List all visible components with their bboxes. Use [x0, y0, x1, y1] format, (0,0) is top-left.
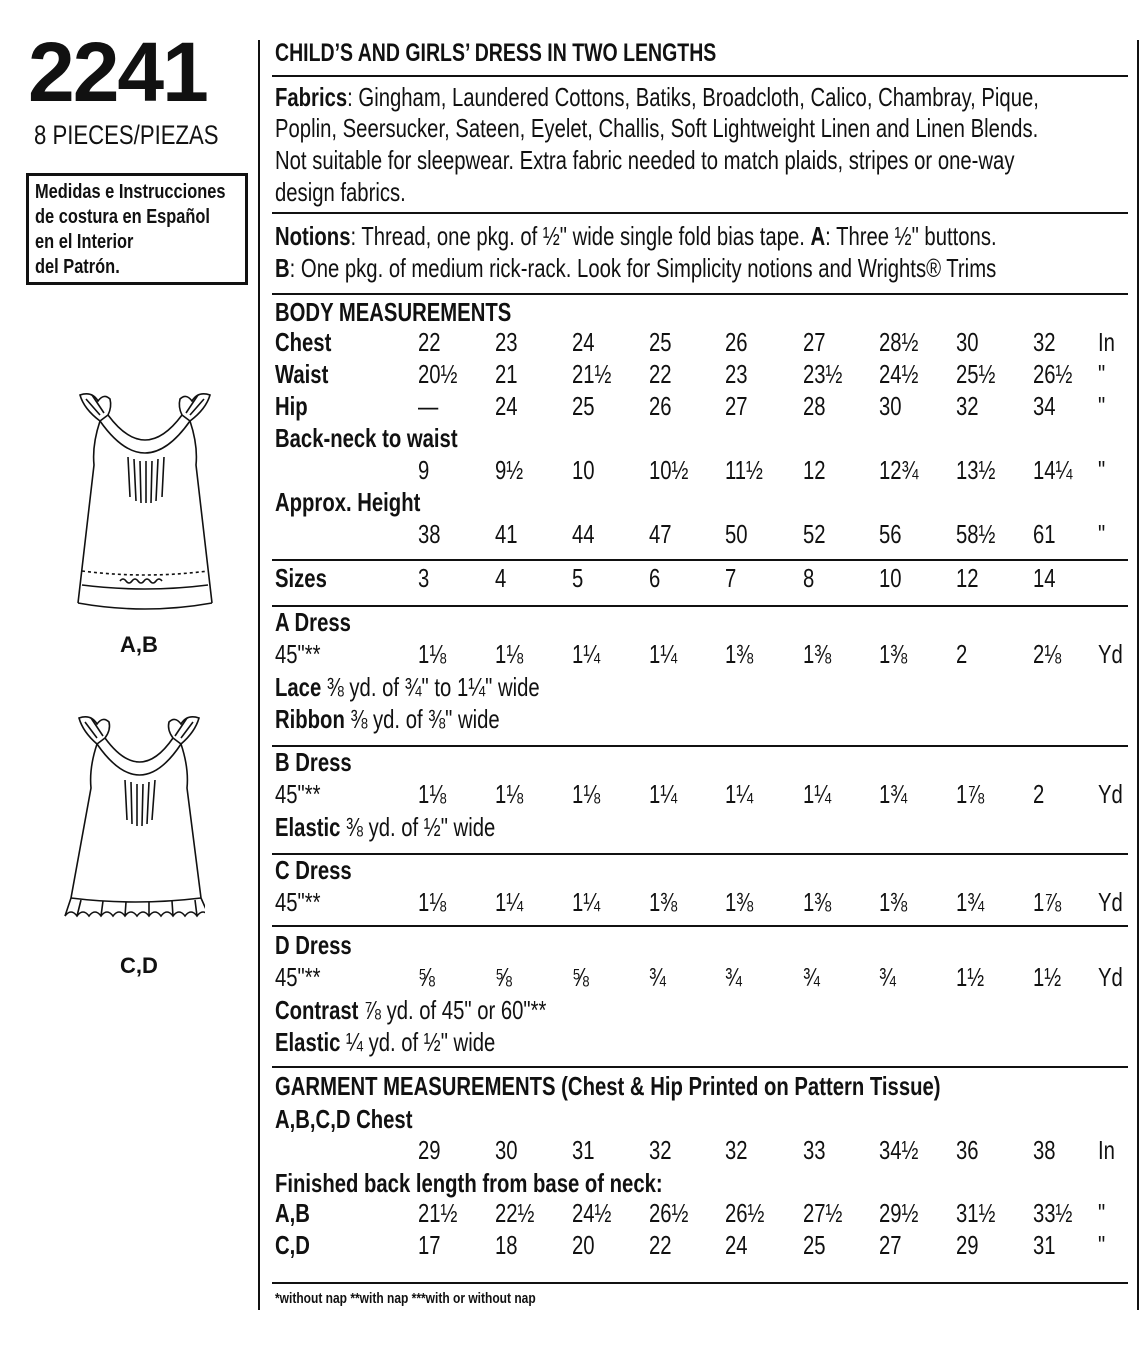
lace-label: Lace — [275, 672, 322, 702]
garment-cd-row-value: 22 — [649, 1230, 672, 1260]
d-dress-row-value: ⅝ — [572, 962, 589, 992]
garment-chest-row-value: 36 — [956, 1135, 979, 1165]
back-neck-row-value: 14¼ — [1033, 455, 1073, 485]
chest-row-label: Chest — [275, 327, 332, 357]
ribbon-text: ⅜ yd. of ⅜" wide — [344, 704, 500, 734]
elastic-text: ⅜ yd. of ½" wide — [340, 812, 496, 842]
notions-label: Notions — [275, 221, 351, 251]
b-elastic-line — [275, 811, 495, 843]
garment-ab-row-value: 33½ — [1033, 1198, 1073, 1228]
garment-chest-row-unit: In — [1098, 1135, 1115, 1165]
footnote: *without nap **with nap ***with or without nap — [275, 1290, 536, 1307]
hip-row-value: 28 — [803, 391, 826, 421]
height-row-value: 61 — [1033, 519, 1056, 549]
garment-ab-row-value: 26½ — [725, 1198, 765, 1228]
hip-row-value: 26 — [649, 391, 672, 421]
d-contrast-line — [275, 994, 546, 1026]
height-row-value: 58½ — [956, 519, 996, 549]
a-lace-line — [275, 671, 540, 703]
b-dress-row-value: 1⅞ — [956, 779, 985, 809]
garment-chest-row-value: 34½ — [879, 1135, 919, 1165]
a-dress-row-unit: Yd — [1098, 639, 1123, 669]
garment-cd-row-value: 29 — [956, 1230, 979, 1260]
d-dress-row-value: ⅝ — [495, 962, 512, 992]
hip-row-label: Hip — [275, 391, 308, 421]
b-dress-row-value: 1⅛ — [418, 779, 447, 809]
spanish-instructions-box — [26, 173, 248, 285]
hip-row-unit: " — [1098, 391, 1106, 421]
hip-row-value: 24 — [495, 391, 518, 421]
chest-row-unit: In — [1098, 327, 1115, 357]
c-dress-row-value: 1¼ — [572, 887, 601, 917]
waist-row-value: 23 — [725, 359, 748, 389]
waist-row-value: 20½ — [418, 359, 458, 389]
a-dress-fabric-label: 45"** — [275, 639, 321, 669]
d-dress-row-value: ⅝ — [418, 962, 435, 992]
garment-ab-row-value: 29½ — [879, 1198, 919, 1228]
a-dress-row-value: 1⅛ — [495, 639, 524, 669]
garment-ab-row-value: 22½ — [495, 1198, 535, 1228]
garment-cd-row-value: 27 — [879, 1230, 902, 1260]
view-label-cd: C,D — [120, 953, 158, 978]
back-neck-row-value: 11½ — [725, 455, 763, 485]
fabrics-line-1 — [275, 81, 1039, 113]
lace-text: ⅜ yd. of ¾" to 1¼" wide — [321, 672, 540, 702]
pieces-count: 8 PIECES/PIEZAS — [34, 120, 219, 150]
garment-chest-row-value: 31 — [572, 1135, 595, 1165]
chest-row-value: 28½ — [879, 327, 919, 357]
a-dress-row-value: 1⅜ — [725, 639, 754, 669]
garment-cd-row-value: 31 — [1033, 1230, 1056, 1260]
height-row-value: 52 — [803, 519, 826, 549]
sizes-row-value: 5 — [572, 563, 584, 593]
height-row-value: 50 — [725, 519, 748, 549]
back-neck-row-value: 9 — [418, 455, 430, 485]
b-dress-row-value: 1¾ — [879, 779, 908, 809]
garment-chest-row-value: 32 — [649, 1135, 672, 1165]
back-neck-row-value: 12 — [803, 455, 826, 485]
back-neck-row-value: 13½ — [956, 455, 996, 485]
garment-chest-label: A,B,C,D Chest — [275, 1104, 413, 1134]
a-dress-row-value: 1¼ — [572, 639, 601, 669]
fabrics-label: Fabrics — [275, 82, 348, 112]
fabrics-line-4: design fabrics. — [275, 177, 406, 207]
chest-row-value: 30 — [956, 327, 979, 357]
a-ribbon-line — [275, 703, 500, 735]
garment-cd-row-value: 25 — [803, 1230, 826, 1260]
hip-row-value: 25 — [572, 391, 595, 421]
fabrics-line-3: Not suitable for sleepwear. Extra fabric needed to match plaids, stripes or one-way — [275, 145, 1015, 175]
c-dress-fabric-label: 45"** — [275, 887, 321, 917]
c-dress-row-value: 1¾ — [956, 887, 985, 917]
spanish-line: del Patrón. — [35, 256, 120, 278]
spanish-line: de costura en Español — [35, 206, 210, 228]
garment-ab-row-value: 27½ — [803, 1198, 843, 1228]
d-dress-row-value: 1½ — [956, 962, 985, 992]
d-dress-row-value: ¾ — [803, 962, 820, 992]
garment-cd-row-value: 24 — [725, 1230, 748, 1260]
d-dress-fabric-label: 45"** — [275, 962, 321, 992]
divider — [272, 853, 1128, 855]
b-dress-row-value: 1⅛ — [572, 779, 601, 809]
back-neck-row-value: 10 — [572, 455, 595, 485]
c-dress-row-unit: Yd — [1098, 887, 1123, 917]
back-neck-row-value: 9½ — [495, 455, 524, 485]
divider — [272, 212, 1128, 214]
c-dress-row-value: 1⅜ — [725, 887, 754, 917]
b-dress-row-value: 1¼ — [803, 779, 832, 809]
height-row-unit: " — [1098, 519, 1106, 549]
divider — [272, 925, 1128, 927]
body-measurements-heading: BODY MEASUREMENTS — [275, 297, 512, 327]
garment-cd-row-value: 17 — [418, 1230, 441, 1260]
chest-row-value: 25 — [649, 327, 672, 357]
dress-cd-illustration — [55, 708, 205, 928]
divider — [272, 1066, 1128, 1068]
garment-chest-row-value: 38 — [1033, 1135, 1056, 1165]
divider — [272, 559, 1128, 561]
a-dress-row-value: 2 — [956, 639, 968, 669]
divider — [272, 75, 1128, 77]
garment-length-label: Finished back length from base of neck: — [275, 1168, 663, 1198]
ribbon-label: Ribbon — [275, 704, 345, 734]
garment-cd-row-unit: " — [1098, 1230, 1106, 1260]
b-dress-row-value: 1⅛ — [495, 779, 524, 809]
sizes-row-label: Sizes — [275, 563, 327, 593]
back-neck-row-label: Back-neck to waist — [275, 423, 458, 453]
hip-row-value: 30 — [879, 391, 902, 421]
c-dress-row-value: 1⅜ — [803, 887, 832, 917]
notions-line-1 — [275, 220, 997, 252]
garment-chest-row-value: 32 — [725, 1135, 748, 1165]
a-dress-heading: A Dress — [275, 607, 351, 637]
waist-row-value: 22 — [649, 359, 672, 389]
sizes-row-value: 12 — [956, 563, 979, 593]
sizes-row-value: 6 — [649, 563, 661, 593]
b-dress-row-unit: Yd — [1098, 779, 1123, 809]
waist-row-value: 26½ — [1033, 359, 1073, 389]
contrast-text: ⅞ yd. of 45" or 60"** — [358, 995, 547, 1025]
garment-ab-row-label: A,B — [275, 1198, 310, 1228]
hip-row-value: 32 — [956, 391, 979, 421]
d-dress-row-value: ¾ — [649, 962, 666, 992]
height-row-value: 38 — [418, 519, 441, 549]
elastic-label: Elastic — [275, 812, 341, 842]
garment-measurements-heading: GARMENT MEASUREMENTS (Chest & Hip Printed on Pattern Tissue) — [275, 1071, 941, 1101]
waist-row-label: Waist — [275, 359, 329, 389]
garment-ab-row-value: 31½ — [956, 1198, 996, 1228]
garment-cd-row-value: 20 — [572, 1230, 595, 1260]
a-dress-row-value: 2⅛ — [1033, 639, 1062, 669]
sizes-row-value: 14 — [1033, 563, 1056, 593]
chest-row-value: 26 — [725, 327, 748, 357]
contrast-label: Contrast — [275, 995, 359, 1025]
notions-a-label: A — [810, 221, 826, 251]
chest-row-value: 32 — [1033, 327, 1056, 357]
garment-chest-row-value: 33 — [803, 1135, 826, 1165]
a-dress-row-value: 1⅛ — [418, 639, 447, 669]
fabrics-line-2: Poplin, Seersucker, Sateen, Eyelet, Challis, Soft Lightweight Linen and Linen Blends. — [275, 113, 1039, 143]
c-dress-row-value: 1¼ — [495, 887, 524, 917]
height-row-value: 56 — [879, 519, 902, 549]
garment-cd-row-value: 18 — [495, 1230, 518, 1260]
d-dress-row-value: ¾ — [725, 962, 742, 992]
back-neck-row-value: 12¾ — [879, 455, 919, 485]
a-dress-row-value: 1¼ — [649, 639, 678, 669]
waist-row-value: 23½ — [803, 359, 843, 389]
d-dress-row-unit: Yd — [1098, 962, 1123, 992]
divider — [272, 293, 1128, 295]
height-row-value: 44 — [572, 519, 595, 549]
sizes-row-value: 3 — [418, 563, 430, 593]
c-dress-row-value: 1⅜ — [879, 887, 908, 917]
b-dress-heading: B Dress — [275, 747, 352, 777]
waist-row-unit: " — [1098, 359, 1106, 389]
c-dress-heading: C Dress — [275, 855, 352, 885]
sizes-row-value: 4 — [495, 563, 507, 593]
column-divider — [258, 40, 260, 1310]
spanish-line: en el Interior — [35, 231, 134, 253]
hip-row-value: — — [418, 391, 439, 421]
spanish-line: Medidas e Instrucciones — [35, 181, 226, 203]
sizes-row-value: 7 — [725, 563, 737, 593]
chest-row-value: 27 — [803, 327, 826, 357]
notions-b-label: B — [275, 253, 290, 283]
garment-ab-row-value: 26½ — [649, 1198, 689, 1228]
notions-text: : Thread, one pkg. of ½" wide single fold bias tape. — [350, 221, 811, 251]
divider — [272, 1282, 1128, 1284]
height-row-value: 41 — [495, 519, 518, 549]
height-row-label: Approx. Height — [275, 487, 421, 517]
back-neck-row-value: 10½ — [649, 455, 689, 485]
a-dress-row-value: 1⅜ — [803, 639, 832, 669]
sizes-row-value: 8 — [803, 563, 815, 593]
d-dress-row-value: ¾ — [879, 962, 896, 992]
elastic-text: ¼ yd. of ½" wide — [340, 1027, 496, 1057]
hip-row-value: 27 — [725, 391, 748, 421]
sizes-row-value: 10 — [879, 563, 902, 593]
notions-line-2 — [275, 252, 996, 284]
d-dress-row-value: 1½ — [1033, 962, 1062, 992]
view-label-ab: A,B — [120, 632, 158, 657]
hip-row-value: 34 — [1033, 391, 1056, 421]
garment-chest-row-value: 29 — [418, 1135, 441, 1165]
c-dress-row-value: 1⅛ — [418, 887, 447, 917]
c-dress-row-value: 1⅞ — [1033, 887, 1062, 917]
pattern-number: 2241 — [28, 25, 207, 119]
right-border — [1137, 40, 1139, 1310]
chest-row-value: 24 — [572, 327, 595, 357]
elastic-label: Elastic — [275, 1027, 341, 1057]
c-dress-row-value: 1⅜ — [649, 887, 678, 917]
b-dress-row-value: 2 — [1033, 779, 1045, 809]
waist-row-value: 21 — [495, 359, 518, 389]
divider — [272, 605, 1128, 607]
dress-ab-illustration — [70, 385, 220, 625]
fabrics-text: : Gingham, Laundered Cottons, Batiks, Broadcloth, Calico, Chambray, Pique, — [347, 82, 1039, 112]
d-dress-heading: D Dress — [275, 930, 352, 960]
b-dress-row-value: 1¼ — [725, 779, 754, 809]
waist-row-value: 21½ — [572, 359, 612, 389]
a-dress-row-value: 1⅜ — [879, 639, 908, 669]
notions-b-text: : One pkg. of medium rick-rack. Look for Simplicity notions and Wrights® Trims — [289, 253, 997, 283]
waist-row-value: 24½ — [879, 359, 919, 389]
divider — [272, 745, 1128, 747]
garment-chest-row-value: 30 — [495, 1135, 518, 1165]
height-row-value: 47 — [649, 519, 672, 549]
garment-cd-row-label: C,D — [275, 1230, 310, 1260]
chest-row-value: 22 — [418, 327, 441, 357]
garment-ab-row-unit: " — [1098, 1198, 1106, 1228]
garment-ab-row-value: 24½ — [572, 1198, 612, 1228]
notions-a-text: : Three ½" buttons. — [825, 221, 997, 251]
pattern-title: CHILD’S AND GIRLS’ DRESS IN TWO LENGTHS — [275, 39, 717, 67]
chest-row-value: 23 — [495, 327, 518, 357]
garment-ab-row-value: 21½ — [418, 1198, 458, 1228]
b-dress-row-value: 1¼ — [649, 779, 678, 809]
waist-row-value: 25½ — [956, 359, 996, 389]
back-neck-row-unit: " — [1098, 455, 1106, 485]
d-elastic-line — [275, 1026, 495, 1058]
b-dress-fabric-label: 45"** — [275, 779, 321, 809]
